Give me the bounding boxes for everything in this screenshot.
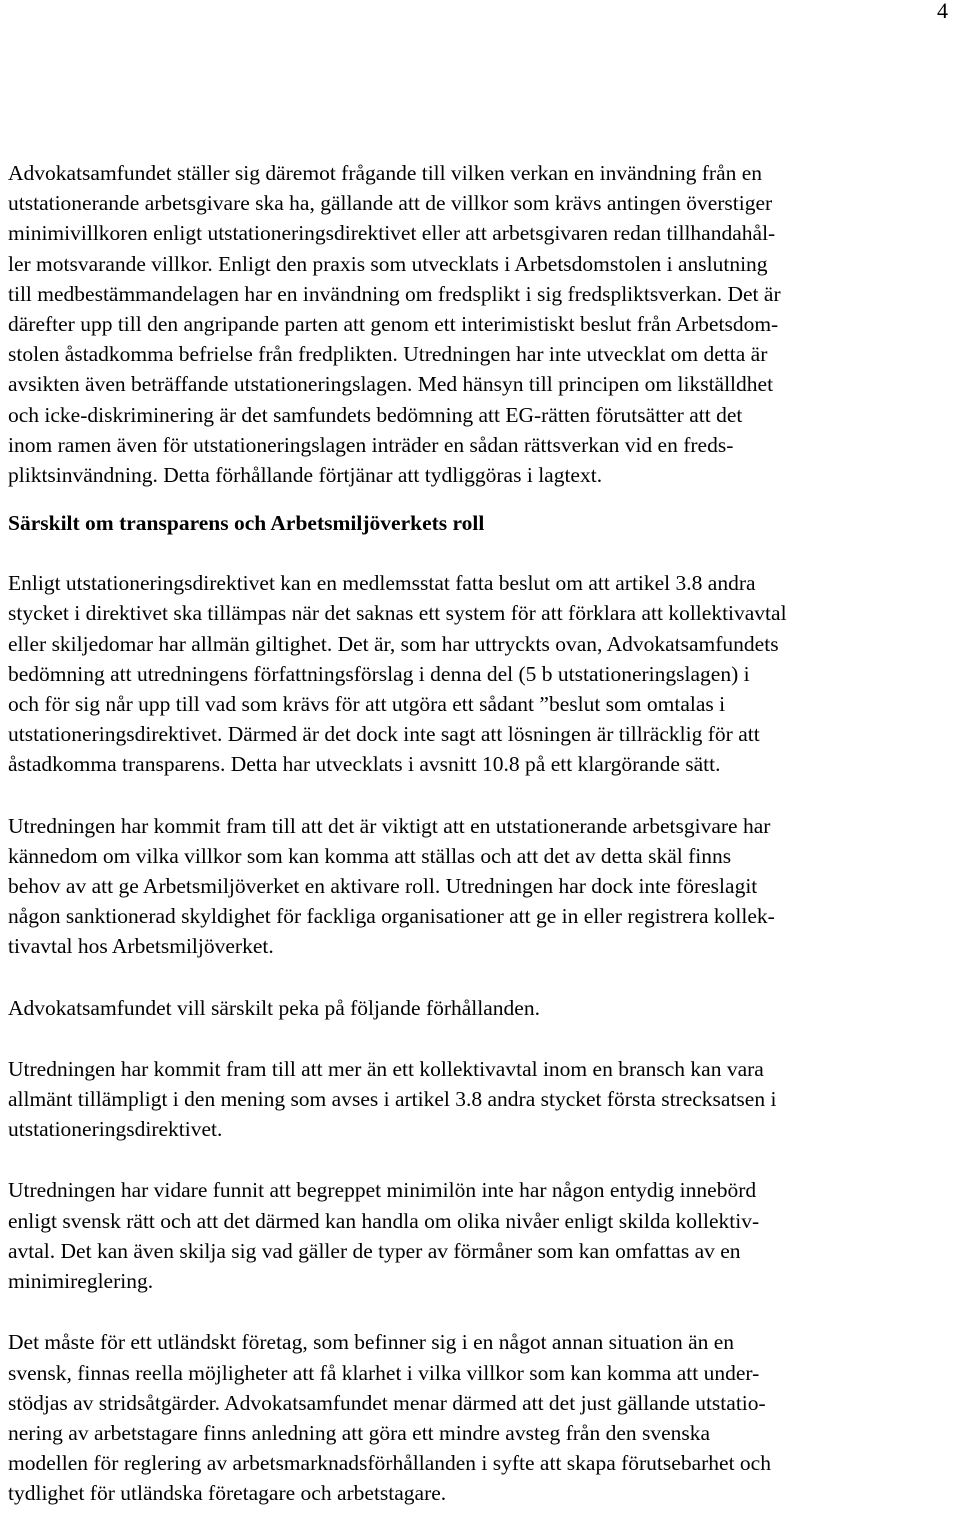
text-line: pliktsinvändning. Detta förhållande förtjänar att tydliggöras i lagtext. bbox=[8, 463, 603, 488]
text-line: Advokatsamfundet vill särskilt peka på följande förhållanden. bbox=[8, 995, 540, 1020]
text-line: Advokatsamfundet ställer sig däremot frågande till vilken verkan en invändning från en bbox=[8, 161, 763, 185]
paragraph-6 bbox=[8, 1175, 944, 1296]
text-line: tivavtal hos Arbetsmiljöverket. bbox=[8, 934, 274, 959]
text-line: modellen för reglering av arbetsmarknadsförhållanden i syfte att skapa förutsebarhet och bbox=[8, 1451, 771, 1476]
text-line: tydlighet för utländska företagare och arbetstagare. bbox=[8, 1481, 447, 1506]
text-line: utstationeringsdirektivet. bbox=[8, 1117, 223, 1142]
text-line: kännedom om vilka villkor som kan komma att ställas och att det av detta skäl finns bbox=[8, 843, 732, 868]
paragraph-3 bbox=[8, 811, 944, 962]
text-line: och för sig når upp till vad som krävs för att utgöra ett sådant ”beslut som omtalas i bbox=[8, 692, 726, 717]
text-line: enligt svensk rätt och att det därmed kan handla om olika nivåer enligt skilda kollektiv- bbox=[8, 1208, 760, 1233]
paragraph-1 bbox=[8, 158, 944, 490]
text-line: utstationerande arbetsgivare ska ha, gällande att de villkor som krävs antingen överstiger bbox=[8, 191, 773, 216]
text-line: avtal. Det kan även skilja sig vad gäller de typer av förmåner som kan omfattas av en bbox=[8, 1238, 741, 1263]
text-line: nering av arbetstagare finns anledning att göra ett mindre avsteg från den svenska bbox=[8, 1420, 711, 1445]
text-line: avsikten även beträffande utstationeringslagen. Med hänsyn till principen om likställdhet bbox=[8, 372, 774, 397]
paragraph-5 bbox=[8, 1054, 944, 1145]
text-line: stycket i direktivet ska tillämpas när det saknas ett system för att förklara att kollektivavtal bbox=[8, 601, 787, 626]
text-line: Utredningen har kommit fram till att det är viktigt att en utstationerande arbetsgivare har bbox=[8, 813, 771, 838]
text-line: till medbestämmandelagen har en invändning om fredsplikt i sig fredspliktsverkan. Det är bbox=[8, 281, 781, 306]
text-line: därefter upp till den angripande parten att genom ett interimistiskt beslut från Arbetsdom- bbox=[8, 312, 779, 337]
text-line: Enligt utstationeringsdirektivet kan en medlemsstat fatta beslut om att artikel 3.8 andra bbox=[8, 571, 756, 596]
text-line: bedömning att utredningens författningsförslag i denna del (5 b utstationeringslagen) i bbox=[8, 661, 750, 686]
paragraph-7 bbox=[8, 1327, 944, 1508]
text-line: Det måste för ett utländskt företag, som befinner sig i en något annan situation än en bbox=[8, 1330, 735, 1355]
text-line: allmänt tillämpligt i den mening som avses i artikel 3.8 andra stycket första strecksatsen i bbox=[8, 1087, 777, 1112]
text-line: utstationeringsdirektivet. Därmed är det dock inte sagt att lösningen är tillräcklig för att bbox=[8, 722, 760, 747]
document-body bbox=[8, 158, 944, 1509]
text-line: Utredningen har kommit fram till att mer än ett kollektivavtal inom en bransch kan vara bbox=[8, 1056, 764, 1081]
text-line: inom ramen även för utstationeringslagen inträder en sådan rättsverkan vid en freds- bbox=[8, 432, 734, 457]
text-line: ler motsvarande villkor. Enligt den praxis som utvecklats i Arbetsdomstolen i anslutning bbox=[8, 251, 768, 276]
text-line: stolen åstadkomma befrielse från fredplikten. Utredningen har inte utvecklat om detta är bbox=[8, 342, 768, 367]
text-line: Utredningen har vidare funnit att begreppet minimilön inte har någon entydig innebörd bbox=[8, 1178, 757, 1203]
text-line: eller skiljedomar har allmän giltighet. Det är, som har uttryckts ovan, Advokatsamfundets bbox=[8, 631, 779, 656]
text-line: svensk, finnas reella möjligheter att få klarhet i vilka villkor som kan komma att under- bbox=[8, 1360, 760, 1385]
section-heading: Särskilt om transparens och Arbetsmiljöverkets roll bbox=[8, 511, 485, 536]
text-line: någon sanktionerad skyldighet för fackliga organisationer att ge in eller registrera kollek- bbox=[8, 904, 775, 929]
page-number: 4 bbox=[937, 0, 948, 23]
paragraph-4 bbox=[8, 993, 944, 1023]
text-line: minimireglering. bbox=[8, 1269, 154, 1294]
text-line: minimivillkoren enligt utstationeringsdirektivet eller att arbetsgivaren redan tillhandahål- bbox=[8, 221, 776, 246]
text-line: stödjas av stridsåtgärder. Advokatsamfundet menar därmed att det just gällande utstatio- bbox=[8, 1390, 766, 1415]
text-line: åstadkomma transparens. Detta har utvecklats i avsnitt 10.8 på ett klargörande sätt. bbox=[8, 752, 721, 777]
text-line: och icke-diskriminering är det samfundets bedömning att EG-rätten förutsätter att det bbox=[8, 402, 743, 427]
paragraph-2 bbox=[8, 568, 944, 779]
text-line: behov av att ge Arbetsmiljöverket en aktivare roll. Utredningen har dock inte föreslagit bbox=[8, 874, 758, 899]
